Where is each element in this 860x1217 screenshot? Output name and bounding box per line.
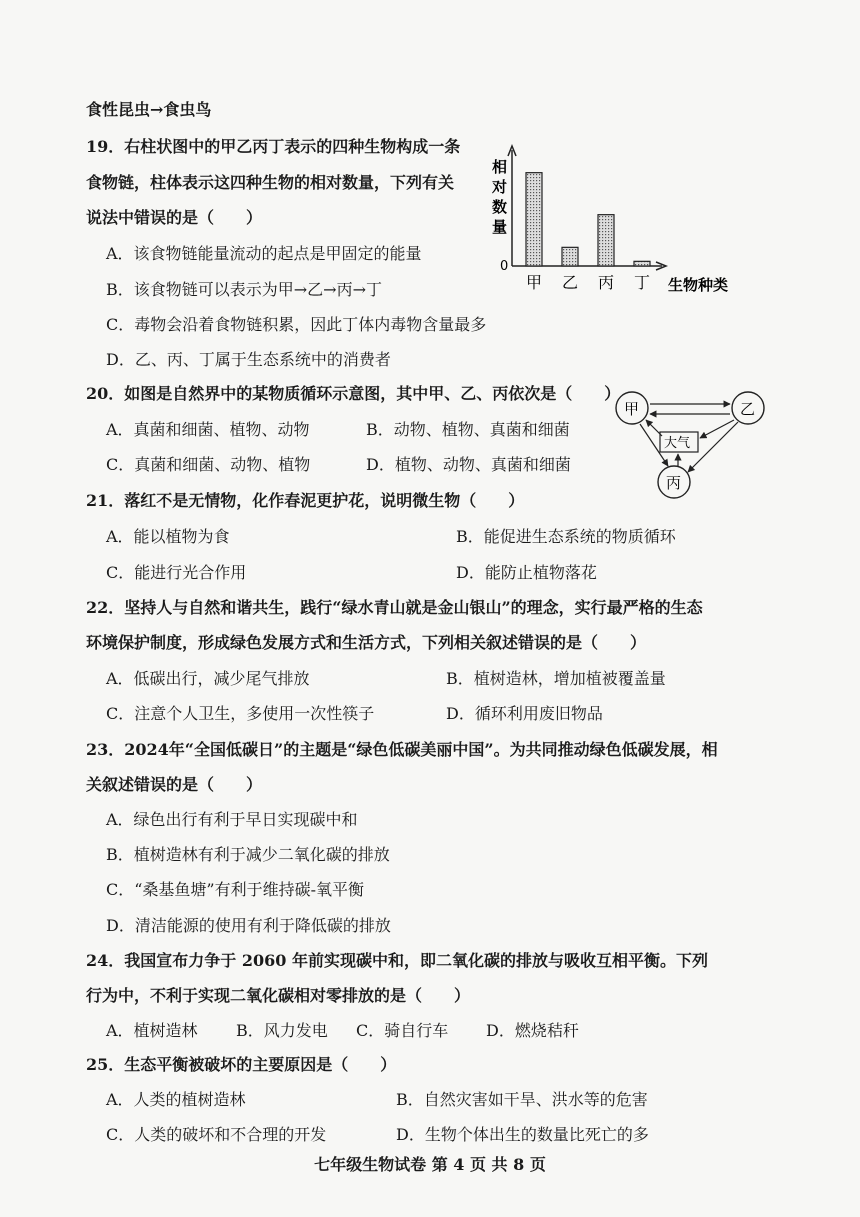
- center-label: 大气: [664, 436, 691, 451]
- q25-option-d: D．生物个体出生的数量比死亡的多: [396, 1125, 649, 1144]
- q21-option-b: B．能促进生态系统的物质循环: [456, 527, 676, 546]
- q24-stem-line-2: 行为中，不利于实现二氧化碳相对零排放的是（ ）: [86, 986, 471, 1005]
- q20-cycle-diagram: [610, 384, 770, 502]
- arrow-yi-to-bing: [688, 422, 738, 472]
- q22-stem-line-1: 22．坚持人与自然和谐共生，践行“绿水青山就是金山银山”的理念，实行最严格的生态: [86, 598, 703, 617]
- q22-stem-line-2: 环境保护制度，形成绿色发展方式和生活方式，下列相关叙述错误的是（ ）: [86, 633, 647, 652]
- origin-label: 0: [500, 259, 509, 274]
- q21-option-c: C．能进行光合作用: [106, 563, 247, 582]
- q25-option-b: B．自然灾害如干旱、洪水等的危害: [396, 1090, 648, 1109]
- q22-option-c: C．注意个人卫生，多使用一次性筷子: [106, 704, 375, 723]
- q24-option-c: C．骑自行车: [356, 1021, 449, 1040]
- x-axis-label: 生物种类: [668, 276, 729, 294]
- q24-option-d: D．燃烧秸秆: [486, 1021, 579, 1040]
- q21-stem: 21．落红不是无情物，化作春泥更护花，说明微生物（ ）: [86, 491, 525, 510]
- q23-option-d: D．清洁能源的使用有利于降低碳的排放: [106, 916, 391, 935]
- q19-option-b: B．该食物链可以表示为甲→乙→丙→丁: [106, 280, 382, 299]
- bar-2: [598, 215, 614, 266]
- bar-0: [526, 173, 542, 266]
- arrow-air-to-jia: [646, 420, 662, 436]
- q25-option-c: C．人类的破坏和不合理的开发: [106, 1125, 327, 1144]
- q22-option-d: D．循环利用废旧物品: [446, 704, 603, 723]
- bar-3: [634, 261, 650, 266]
- q23-stem-line-1: 23．2024年“全国低碳日”的主题是“绿色低碳美丽中国”。为共同推动绿色低碳发展，相: [86, 740, 718, 759]
- q19-stem-line-2: 食物链，柱体表示这四种生物的相对数量，下列有关: [86, 173, 455, 192]
- x-tick-label-2: 丙: [597, 273, 615, 292]
- q19-option-a: A．该食物链能量流动的起点是甲固定的能量: [106, 244, 422, 263]
- q23-option-c: C．“桑基鱼塘”有利于维持碳-氧平衡: [106, 880, 365, 899]
- node-yi-label: 乙: [740, 400, 756, 418]
- previous-question-tail: 食性昆虫→食虫鸟: [86, 100, 212, 119]
- q20-option-c: C．真菌和细菌、动物、植物: [106, 455, 311, 474]
- q23-stem-line-2: 关叙述错误的是（ ）: [86, 775, 263, 794]
- q19-option-d: D．乙、丙、丁属于生态系统中的消费者: [106, 350, 391, 369]
- q25-stem: 25．生态平衡被破坏的主要原因是（ ）: [86, 1055, 397, 1074]
- q24-option-a: A．植树造林: [106, 1021, 198, 1040]
- x-tick-label-1: 乙: [561, 273, 579, 292]
- x-tick-label-3: 丁: [633, 273, 651, 292]
- q20-option-b: B．动物、植物、真菌和细菌: [366, 420, 570, 439]
- q22-option-a: A．低碳出行，减少尾气排放: [106, 669, 310, 688]
- q21-option-a: A．能以植物为食: [106, 527, 230, 546]
- q23-option-a: A．绿色出行有利于早日实现碳中和: [106, 810, 358, 829]
- bar-1: [562, 247, 578, 266]
- y-axis-label: 相对数量: [492, 158, 508, 236]
- q19-stem-line-1: 19．右柱状图中的甲乙丙丁表示的四种生物构成一条: [86, 137, 461, 156]
- q19-bar-chart: [482, 144, 752, 304]
- q20-stem: 20．如图是自然界中的某物质循环示意图，其中甲、乙、丙依次是（ ）: [86, 384, 621, 403]
- q20-option-a: A．真菌和细菌、植物、动物: [106, 420, 310, 439]
- q19-option-c: C．毒物会沿着食物链积累，因此丁体内毒物含量最多: [106, 315, 487, 334]
- q20-option-d: D．植物、动物、真菌和细菌: [366, 455, 571, 474]
- q25-option-a: A．人类的植树造林: [106, 1090, 246, 1109]
- node-bing-label: 丙: [666, 474, 682, 492]
- arrow-yi-to-air: [700, 420, 734, 438]
- q22-option-b: B．植树造林，增加植被覆盖量: [446, 669, 666, 688]
- q24-stem-line-1: 24．我国宣布力争于 2060 年前实现碳中和，即二氧化碳的排放与吸收互相平衡。下列: [86, 951, 708, 970]
- q19-stem-line-3: 说法中错误的是（ ）: [86, 208, 263, 227]
- x-tick-label-0: 甲: [525, 273, 543, 292]
- q24-option-b: B．风力发电: [236, 1021, 328, 1040]
- node-jia-label: 甲: [624, 400, 640, 418]
- page-footer: 七年级生物试卷 第 4 页 共 8 页: [314, 1155, 546, 1174]
- q21-option-d: D．能防止植物落花: [456, 563, 597, 582]
- q23-option-b: B．植树造林有利于减少二氧化碳的排放: [106, 845, 390, 864]
